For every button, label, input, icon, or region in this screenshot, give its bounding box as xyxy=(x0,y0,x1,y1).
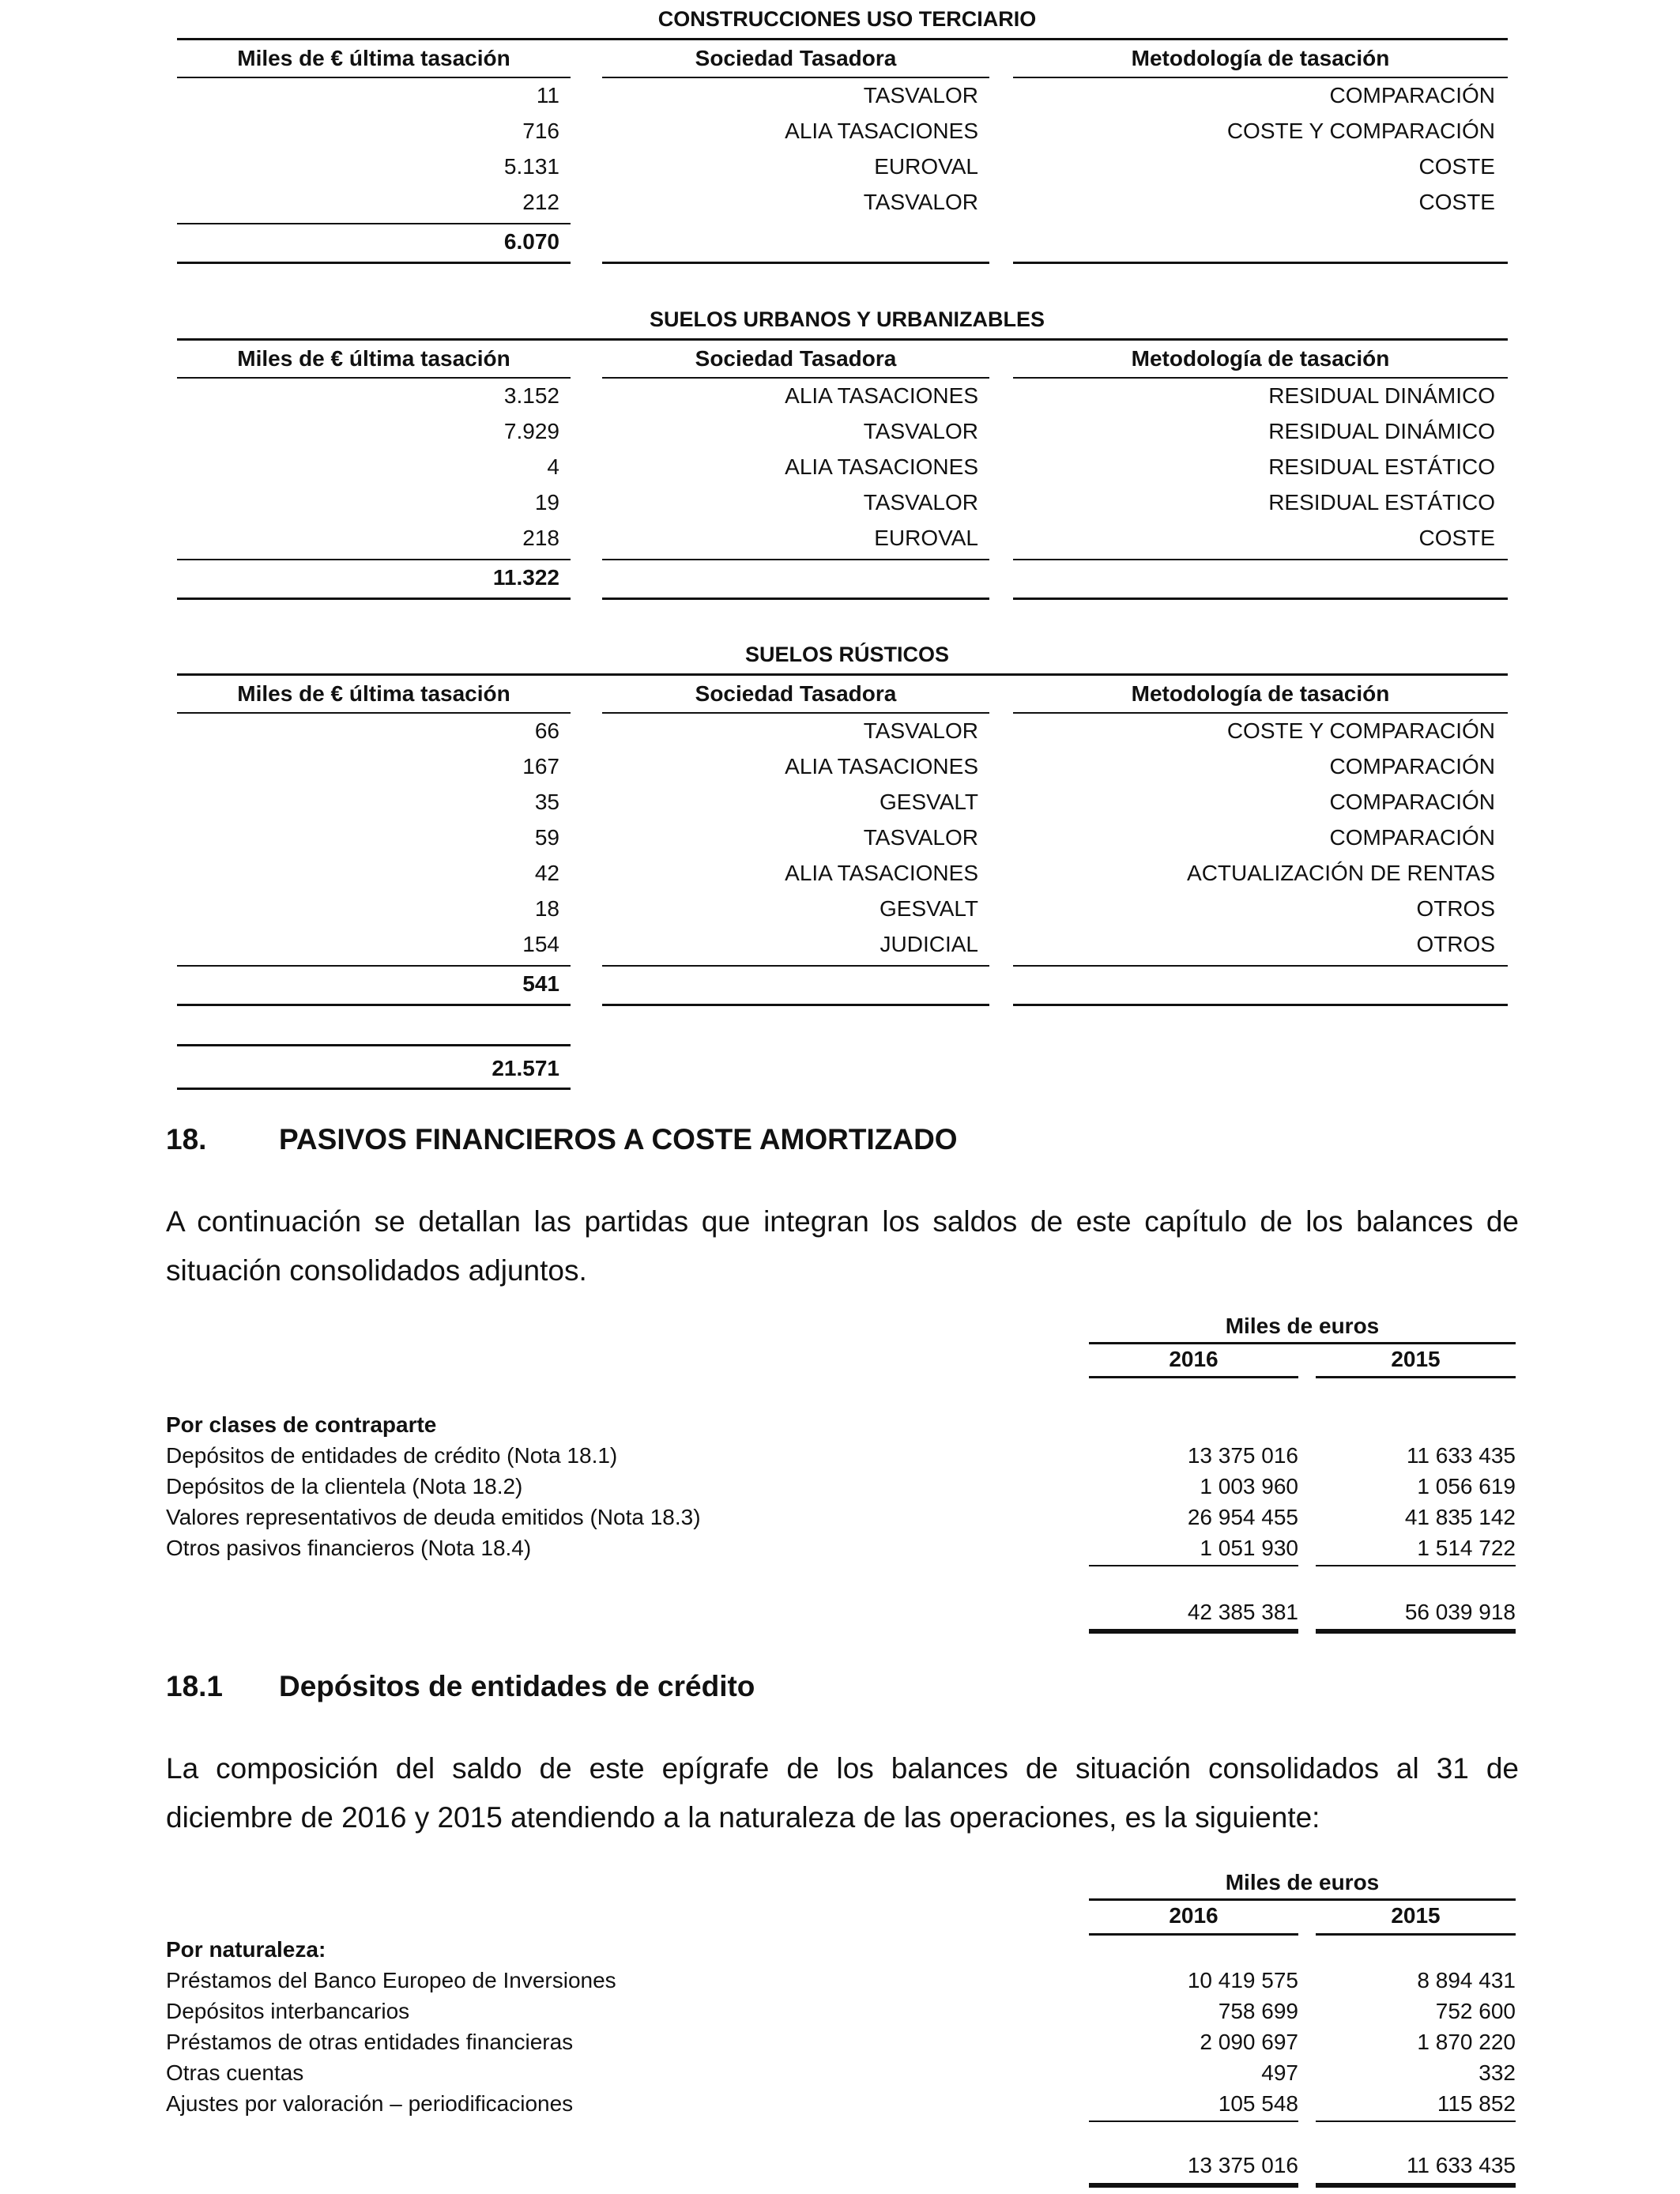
cell-metodologia: COMPARACIÓN xyxy=(1329,754,1495,778)
value-2015: 41 835 142 xyxy=(1404,1505,1516,1529)
section-title: Depósitos de entidades de crédito xyxy=(279,1670,755,1702)
col-header-miles: Miles de € última tasación xyxy=(237,346,510,371)
grand-total: 21.571 xyxy=(492,1056,559,1080)
cell-miles: 18 xyxy=(534,896,559,921)
col-header-2015: 2015 xyxy=(1391,1347,1441,1371)
cell-metodologia: OTROS xyxy=(1416,932,1495,956)
rule xyxy=(177,223,571,224)
table-unit-header: Miles de euros xyxy=(1225,1870,1380,1894)
cell-sociedad: JUDICIAL xyxy=(880,932,978,956)
rule xyxy=(1013,598,1508,600)
rule xyxy=(177,965,571,967)
rule xyxy=(1013,965,1508,967)
row-label: Ajustes por valoración – periodificaciones xyxy=(166,2091,574,2116)
col-header-sociedad: Sociedad Tasadora xyxy=(695,681,897,706)
rule xyxy=(177,338,1508,341)
value-2016: 13 375 016 xyxy=(1187,1443,1298,1468)
col-header-2016: 2016 xyxy=(1169,1347,1219,1371)
rule xyxy=(177,559,571,560)
section-title: PASIVOS FINANCIEROS A COSTE AMORTIZADO xyxy=(279,1123,958,1155)
cell-metodologia: COSTE xyxy=(1418,190,1495,214)
value-2015: 1 870 220 xyxy=(1417,2030,1516,2054)
cell-miles: 35 xyxy=(534,790,559,814)
row-label: Depósitos de la clientela (Nota 18.2) xyxy=(166,1474,523,1498)
col-header-metodologia: Metodología de tasación xyxy=(1131,46,1390,70)
cell-miles: 66 xyxy=(534,718,559,743)
rule xyxy=(602,598,989,600)
rule xyxy=(1089,2120,1298,2122)
cell-sociedad: GESVALT xyxy=(879,896,978,921)
cell-metodologia: COSTE Y COMPARACIÓN xyxy=(1226,718,1495,743)
col-header-sociedad: Sociedad Tasadora xyxy=(695,346,897,371)
section-18-1-paragraph-line1: La composición del saldo de este epígrafe de los balances de situación consolidados al 31 de xyxy=(166,1752,1519,1785)
rule xyxy=(602,77,989,78)
rule xyxy=(1013,559,1508,560)
col-header-sociedad: Sociedad Tasadora xyxy=(695,46,897,70)
table-title: CONSTRUCCIONES USO TERCIARIO xyxy=(657,7,1037,31)
cell-miles: 11 xyxy=(536,83,559,107)
rule xyxy=(177,377,571,379)
rule xyxy=(602,1004,989,1006)
rule xyxy=(177,1044,571,1046)
total-2016: 42 385 381 xyxy=(1187,1600,1298,1624)
cell-miles: 212 xyxy=(522,190,559,214)
rule xyxy=(1013,1004,1508,1006)
rule xyxy=(1316,1629,1516,1634)
section-number: 18.1 xyxy=(166,1670,224,1702)
value-2015: 1 056 619 xyxy=(1417,1474,1516,1498)
row-label: Préstamos del Banco Europeo de Inversiones xyxy=(166,1968,616,1992)
cell-miles: 154 xyxy=(522,932,559,956)
value-2016: 758 699 xyxy=(1218,1999,1298,2023)
value-2016: 1 051 930 xyxy=(1200,1536,1298,1560)
rule xyxy=(1089,1629,1298,1634)
cell-miles: 19 xyxy=(534,490,559,515)
value-2016: 26 954 455 xyxy=(1187,1505,1298,1529)
value-2016: 105 548 xyxy=(1218,2091,1298,2116)
value-2016: 497 xyxy=(1261,2060,1298,2085)
rule xyxy=(1013,712,1508,714)
rule xyxy=(1089,2183,1298,2188)
rule xyxy=(1013,377,1508,379)
cell-metodologia: COSTE Y COMPARACIÓN xyxy=(1226,119,1495,143)
cell-miles: 7.929 xyxy=(503,419,559,443)
cell-metodologia: COSTE xyxy=(1418,154,1495,179)
cell-sociedad: ALIA TASACIONES xyxy=(785,383,978,408)
value-2016: 10 419 575 xyxy=(1187,1968,1298,1992)
table-unit-header: Miles de euros xyxy=(1225,1314,1380,1338)
cell-sociedad: EUROVAL xyxy=(874,154,978,179)
group-label: Por naturaleza: xyxy=(166,1937,326,1962)
col-header-metodologia: Metodología de tasación xyxy=(1131,346,1390,371)
cell-metodologia: COMPARACIÓN xyxy=(1329,83,1495,107)
rule xyxy=(602,559,989,560)
value-2015: 1 514 722 xyxy=(1417,1536,1516,1560)
value-2016: 2 090 697 xyxy=(1200,2030,1298,2054)
rule xyxy=(1316,1376,1516,1378)
cell-miles: 42 xyxy=(534,861,559,885)
cell-sociedad: ALIA TASACIONES xyxy=(785,754,978,778)
cell-metodologia: ACTUALIZACIÓN DE RENTAS xyxy=(1187,861,1495,885)
cell-metodologia: RESIDUAL DINÁMICO xyxy=(1268,383,1495,408)
cell-metodologia: RESIDUAL ESTÁTICO xyxy=(1268,454,1495,479)
value-2015: 11 633 435 xyxy=(1406,1443,1516,1468)
row-label: Depósitos interbancarios xyxy=(166,1999,410,2023)
cell-metodologia: RESIDUAL ESTÁTICO xyxy=(1268,490,1495,515)
col-header-2016: 2016 xyxy=(1169,1903,1219,1928)
cell-miles: 4 xyxy=(547,454,559,479)
rule xyxy=(1316,2183,1516,2188)
row-label: Otros pasivos financieros (Nota 18.4) xyxy=(166,1536,532,1560)
value-2015: 332 xyxy=(1478,2060,1516,2085)
rule xyxy=(1316,1565,1516,1566)
cell-metodologia: RESIDUAL DINÁMICO xyxy=(1268,419,1495,443)
section-18-paragraph: A continuación se detallan las partidas que integran los saldos de este capítulo de los balances de situación consolidados adjuntos. xyxy=(166,1205,1519,1287)
group-label: Por clases de contraparte xyxy=(166,1412,437,1437)
total-2015: 11 633 435 xyxy=(1406,2153,1516,2177)
cell-sociedad: EUROVAL xyxy=(874,526,978,550)
table-title: SUELOS RÚSTICOS xyxy=(744,643,950,666)
section-18-1-paragraph-line2: diciembre de 2016 y 2015 atendiendo a la naturaleza de las operaciones, es la siguiente: xyxy=(166,1801,1320,1834)
cell-sociedad: TASVALOR xyxy=(863,490,978,515)
value-2016: 1 003 960 xyxy=(1200,1474,1298,1498)
rule xyxy=(177,712,571,714)
rule xyxy=(1013,77,1508,78)
cell-miles: 218 xyxy=(522,526,559,550)
rule xyxy=(602,712,989,714)
cell-miles: 716 xyxy=(522,119,559,143)
total-2016: 13 375 016 xyxy=(1187,2153,1298,2177)
row-label: Préstamos de otras entidades financieras xyxy=(166,2030,574,2054)
section-18-heading xyxy=(166,1122,958,1158)
cell-sociedad: TASVALOR xyxy=(863,825,978,850)
rule xyxy=(1316,2120,1516,2122)
section-18-1-heading xyxy=(166,1668,755,1705)
value-2015: 115 852 xyxy=(1437,2091,1516,2116)
rule xyxy=(1316,1933,1516,1936)
table-total: 541 xyxy=(522,971,559,996)
col-header-metodologia: Metodología de tasación xyxy=(1131,681,1390,706)
col-header-2015: 2015 xyxy=(1391,1903,1441,1928)
cell-metodologia: COSTE xyxy=(1418,526,1495,550)
rule xyxy=(177,673,1508,676)
cell-metodologia: OTROS xyxy=(1416,896,1495,921)
value-2015: 752 600 xyxy=(1435,1999,1516,2023)
cell-sociedad: ALIA TASACIONES xyxy=(785,861,978,885)
table-total: 6.070 xyxy=(503,229,559,254)
value-2015: 8 894 431 xyxy=(1417,1968,1516,1992)
cell-sociedad: TASVALOR xyxy=(863,83,978,107)
rule xyxy=(1089,1898,1516,1901)
cell-miles: 5.131 xyxy=(503,154,559,179)
rule xyxy=(1013,262,1508,264)
cell-miles: 167 xyxy=(522,754,559,778)
rule xyxy=(602,262,989,264)
rule xyxy=(602,965,989,967)
cell-miles: 3.152 xyxy=(503,383,559,408)
rule xyxy=(1089,1933,1298,1936)
col-header-miles: Miles de € última tasación xyxy=(237,46,510,70)
rule xyxy=(1089,1342,1516,1344)
row-label: Depósitos de entidades de crédito (Nota 18.1) xyxy=(166,1443,618,1468)
rule xyxy=(177,38,1508,40)
row-label: Otras cuentas xyxy=(166,2060,304,2085)
cell-metodologia: COMPARACIÓN xyxy=(1329,825,1495,850)
total-2015: 56 039 918 xyxy=(1404,1600,1516,1624)
rule xyxy=(602,377,989,379)
rule xyxy=(177,598,571,600)
rule xyxy=(177,77,571,78)
section-number: 18. xyxy=(166,1123,207,1155)
cell-metodologia: COMPARACIÓN xyxy=(1329,790,1495,814)
cell-miles: 59 xyxy=(534,825,559,850)
cell-sociedad: GESVALT xyxy=(879,790,978,814)
rule xyxy=(1089,1565,1298,1566)
cell-sociedad: ALIA TASACIONES xyxy=(785,119,978,143)
rule xyxy=(177,1088,571,1090)
rule xyxy=(177,1004,571,1006)
cell-sociedad: TASVALOR xyxy=(863,419,978,443)
rule xyxy=(177,262,571,264)
table-title: SUELOS URBANOS Y URBANIZABLES xyxy=(649,307,1045,331)
row-label: Valores representativos de deuda emitidos (Nota 18.3) xyxy=(166,1505,701,1529)
cell-sociedad: ALIA TASACIONES xyxy=(785,454,978,479)
rule xyxy=(1089,1376,1298,1378)
table-total: 11.322 xyxy=(492,565,559,590)
col-header-miles: Miles de € última tasación xyxy=(237,681,510,706)
cell-sociedad: TASVALOR xyxy=(863,718,978,743)
cell-sociedad: TASVALOR xyxy=(863,190,978,214)
